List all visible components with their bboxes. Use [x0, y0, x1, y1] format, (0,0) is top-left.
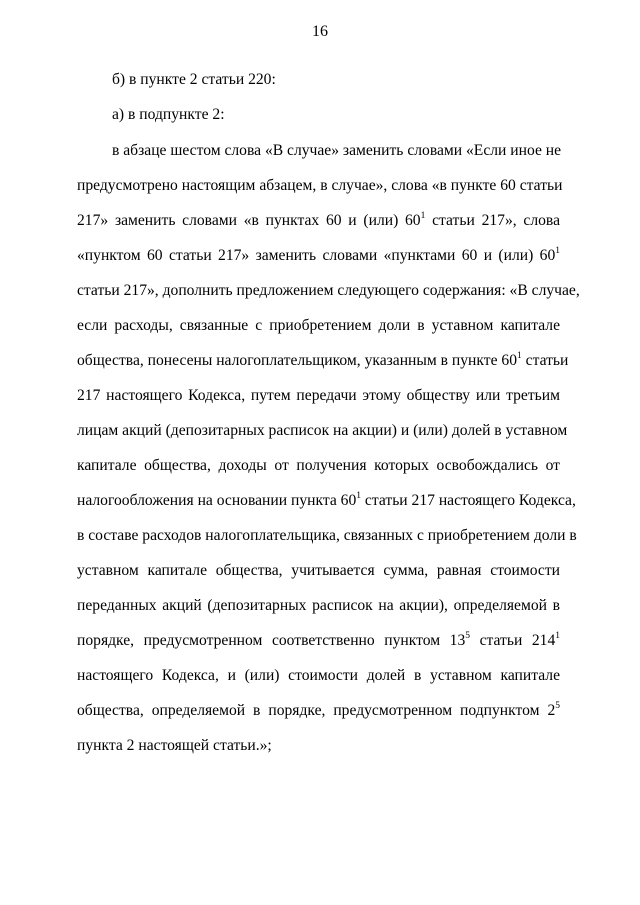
text-run: налогообложения на основании пункта 60 [77, 492, 357, 509]
text-line: пункта 2 настоящей статьи.»; [77, 737, 272, 754]
superscript: 1 [420, 211, 426, 221]
text-line [77, 211, 560, 231]
superscript: 5 [465, 631, 470, 641]
page-number: 16 [312, 23, 328, 40]
text-run: статьи 217 настоящего Кодекса, [361, 492, 576, 509]
text-line: лицам акций (депозитарных расписок на акции) и (или) долей в уставном [77, 422, 568, 439]
text-line: если расходы, связанные с приобретением доли в уставном капитале [77, 317, 560, 334]
text-line [77, 351, 569, 371]
superscript: 1 [555, 631, 560, 641]
text-run: общества, понесены налогоплательщиком, указанным в пункте 60 [77, 352, 517, 369]
text-run: статьи [521, 352, 569, 369]
text-run: общества, определяемой в порядке, предусмотренном подпунктом 2 [77, 702, 556, 719]
superscript: 1 [517, 351, 522, 361]
text-line [77, 701, 560, 721]
text-run: статьи 214 [470, 632, 556, 649]
text-run: 217» заменить словами «в пунктах 60 и (или) 60 [77, 212, 421, 229]
text-run: статьи 217», слова [425, 212, 560, 229]
text-line: переданных акций (депозитарных расписок на акции), определяемой в [77, 597, 560, 614]
text-run: порядке, предусмотренном соответственно пунктом 13 [77, 632, 466, 649]
text-line: предусмотрено настоящим абзацем, в случае», слова «в пункте 60 статьи [77, 177, 563, 194]
superscript: 5 [555, 701, 560, 711]
text-line: б) в пункте 2 статьи 220: [112, 71, 276, 88]
text-line: настоящего Кодекса, и (или) стоимости долей в уставном капитале [77, 667, 560, 684]
text-line: статьи 217», дополнить предложением следующего содержания: «В случае, [77, 282, 580, 299]
text-line: а) в подпункте 2: [112, 106, 225, 123]
text-run: «пунктом 60 статьи 217» заменить словами «пунктами 60 и (или) 60 [77, 247, 556, 264]
text-line [77, 491, 576, 511]
text-line: 217 настоящего Кодекса, путем передачи этому обществу или третьим [77, 387, 560, 404]
text-line: в составе расходов налогоплательщика, связанных с приобретением доли в [77, 527, 577, 544]
text-line: капитале общества, доходы от получения которых освобождались от [77, 457, 560, 474]
text-line [77, 246, 560, 266]
text-line [77, 631, 560, 651]
text-line: уставном капитале общества, учитывается сумма, равная стоимости [77, 562, 560, 579]
text-line: в абзаце шестом слова «В случае» заменить словами «Если иное не [112, 142, 562, 159]
superscript: 1 [555, 246, 560, 256]
superscript: 1 [356, 491, 362, 501]
